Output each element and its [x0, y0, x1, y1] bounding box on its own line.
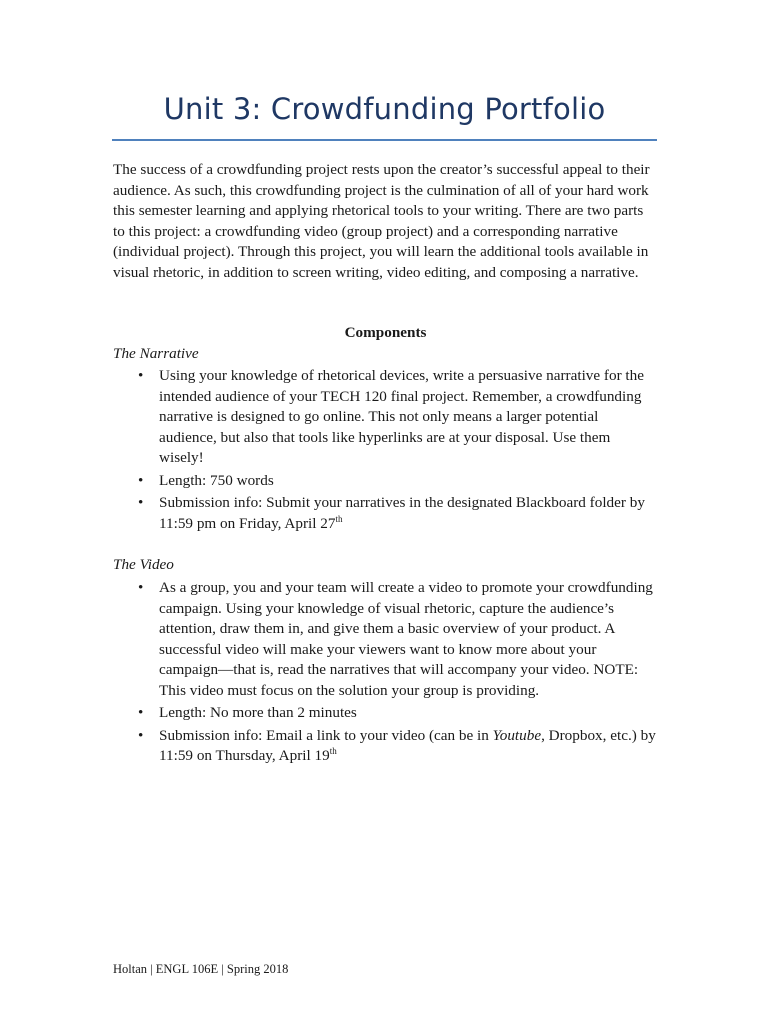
video-bullet-description: As a group, you and your team will create a video to promote your crowdfunding campaign. Using your knowledge of visual rhetoric, capture the audience’s attention, draw them in, and give them a basic overview of your product. A successful video will make your viewers want to know more about your campaign—that is, read the narratives that will accompany your video. NOTE: This video must focus on the solution your group is providing.	[159, 579, 653, 699]
video-date-superscript: th	[329, 745, 337, 756]
narrative-bullet-submission: Submission info: Submit your narratives in the designated Blackboard folder by 11:59 pm on Friday, April 27	[159, 494, 645, 532]
video-bullet-submission-start: Submission info: Email a link to your video (can be in	[159, 726, 493, 744]
narrative-bullet-description: Using your knowledge of rhetorical devices, write a persuasive narrative for the intended audience of your TECH 120 final project. Remember, a crowdfunding narrative is designed to go online. This not only means a larger potential audience, but also that tools like hyperlinks are at your disposal. Use them wisely!	[159, 367, 644, 466]
narrative-list	[113, 366, 658, 536]
list-item	[113, 703, 658, 724]
video-heading: The Video	[113, 556, 174, 573]
video-bullet-submission-end: , Dropbox, etc.) by 11:59 on Thursday, April 19	[159, 726, 656, 764]
list-item	[113, 366, 658, 469]
narrative-bullet-length: Length: 750 words	[159, 471, 274, 489]
title-underline-divider	[112, 139, 657, 141]
list-item	[113, 493, 658, 534]
components-heading: Components	[344, 324, 427, 341]
list-item	[113, 471, 658, 492]
video-list	[113, 578, 658, 769]
narrative-heading: The Narrative	[113, 345, 199, 362]
list-item	[113, 578, 658, 701]
youtube-italic-text: Youtube	[492, 726, 542, 744]
page-footer: Holtan | ENGL 106E | Spring 2018	[113, 962, 289, 976]
video-bullet-length: Length: No more than 2 minutes	[159, 704, 357, 721]
intro-paragraph: The success of a crowdfunding project rests upon the creator’s successful appeal to their audience. As such, this crowdfunding project is the culmination of all of your hard work this semester learning and applying rhetorical tools to your writing. There are two parts to this project: a crowdfunding video (group project) and a corresponding narrative (individual project). Through this project, you will learn the additional tools available in visual rhetoric, in addition to screen writing, video editing, and composing a narrative.	[113, 161, 650, 281]
page-title: Unit 3: Crowdfunding Portfolio	[163, 92, 606, 126]
list-item	[113, 726, 658, 767]
narrative-date-superscript: th	[335, 513, 343, 524]
